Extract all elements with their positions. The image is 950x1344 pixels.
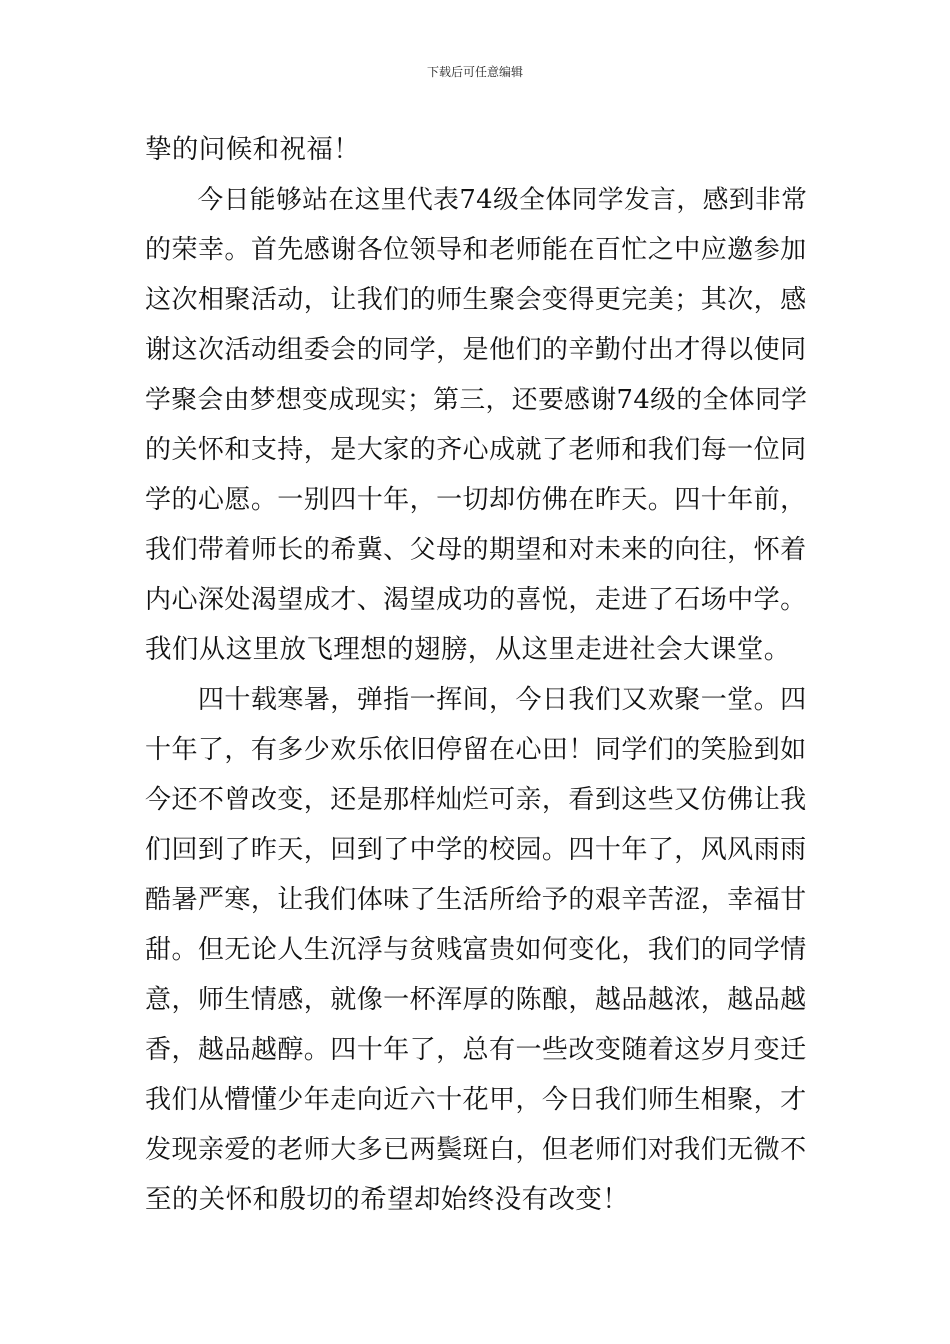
text-line: 学的心愿。一别四十年，一切却仿佛在昨天。四十年前， [145,485,807,515]
text-line: 谢这次活动组委会的同学，是他们的辛勤付出才得以使同 [145,335,807,365]
text-line: 的荣幸。首先感谢各位领导和老师能在百忙之中应邀参加 [145,235,807,265]
text-line: 酷暑严寒，让我们体味了生活所给予的艰辛苦涩，幸福甘 [145,885,807,915]
text-line: 今还不曾改变，还是那样灿烂可亲，看到这些又仿佛让我 [145,785,807,815]
text-line: 学聚会由梦想变成现实；第三，还要感谢74级的全体同学 [145,385,808,415]
text-line: 意，师生情感，就像一杯浑厚的陈酿，越品越浓，越品越 [145,985,807,1015]
text-line: 我们带着师长的希冀、父母的期望和对未来的向往，怀着 [145,535,807,565]
text-line: 这次相聚活动，让我们的师生聚会变得更完美；其次，感 [145,285,807,315]
text-line: 们回到了昨天，回到了中学的校园。四十年了，风风雨雨 [145,835,807,865]
text-line: 今日能够站在这里代表74级全体同学发言，感到非常 [145,185,808,215]
text-line: 十年了，有多少欢乐依旧停留在心田！同学们的笑脸到如 [145,735,807,765]
text-line: 四十载寒暑，弹指一挥间，今日我们又欢聚一堂。四 [145,685,807,715]
text-line: 甜。但无论人生沉浮与贫贱富贵如何变化，我们的同学情 [145,935,807,965]
page-header: 下载后可任意编辑 [426,65,523,79]
text-line: 内心深处渴望成才、渴望成功的喜悦，走进了石场中学。 [145,585,807,615]
text-line: 挚的问候和祝福！ [145,134,361,165]
text-line: 发现亲爱的老师大多已两鬓斑白，但老师们对我们无微不 [145,1135,807,1165]
text-line: 香，越品越醇。四十年了，总有一些改变随着这岁月变迁 [145,1035,807,1065]
text-line: 的关怀和支持，是大家的齐心成就了老师和我们每一位同 [145,435,807,465]
text-line: 我们从这里放飞理想的翅膀，从这里走进社会大课堂。 [145,634,791,665]
text-line: 我们从懵懂少年走向近六十花甲，今日我们师生相聚，才 [145,1085,807,1115]
text-line: 至的关怀和殷切的希望却始终没有改变！ [145,1184,630,1215]
